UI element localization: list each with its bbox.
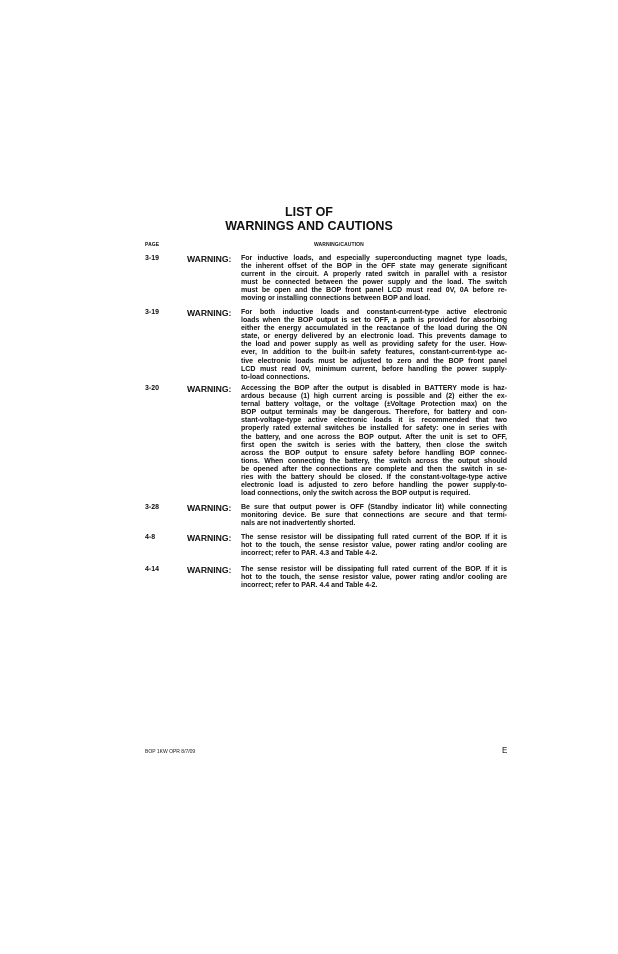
warning-text-line: the battery, and one across the BOP output. After the unit is set to OFF, bbox=[241, 433, 507, 441]
warning-text-line: stant-voltage-type active electronic loads it is recommended that two bbox=[241, 417, 507, 425]
warning-text-line: BOP output terminals may be dangerous. Therefore, for battery and con- bbox=[241, 409, 507, 417]
page-title bbox=[0, 205, 618, 233]
warning-text-line: load connections, only the switch across the BOP output is required. bbox=[241, 490, 471, 498]
warning-text-line: incorrect; refer to PAR. 4.4 and Table 4-2. bbox=[241, 582, 378, 590]
warning-text-line: hot to the touch, the sense resistor value, power rating and/or cooling are bbox=[241, 574, 507, 582]
warning-text-line: LCD must read 0V, minimum current, before handling the power supply- bbox=[241, 365, 507, 373]
warning-text-line: ardous because (1) high current arcing is possible and (2) either the ex- bbox=[241, 393, 507, 401]
column-header-warning-caution: WARNING/CAUTION bbox=[314, 242, 364, 248]
warning-text-line: either the energy accumulated in the reactance of the load during the ON bbox=[241, 325, 507, 333]
warning-text-line: ever, In addition to the built-in safety features, constant-current-type ac- bbox=[241, 349, 507, 357]
warning-text-line: properly rated external switches be installed for safety: one in series with bbox=[241, 425, 507, 433]
warning-text-line: Be sure that output power is OFF (Standby indicator lit) while connecting bbox=[241, 504, 507, 511]
warning-text-line: first open the switch is series with the battery, then close the switch bbox=[241, 441, 507, 449]
warning-text-line: For both inductive loads and constant-current-type active electronic bbox=[241, 309, 507, 316]
warning-text-line: nals are not inadvertently shorted. bbox=[241, 520, 356, 528]
warning-text-line: current in the circuit. A properly rated switch in parallel with a resistor bbox=[241, 271, 507, 279]
warning-text-line: ries with the battery should be closed. If the constant-voltage-type active bbox=[241, 474, 507, 482]
warning-text-line: Accessing the BOP after the output is disabled in BATTERY mode is haz- bbox=[241, 385, 507, 392]
warning-text-line: must be connected between the power supply and the load. The switch bbox=[241, 279, 507, 287]
warning-page-number: 4-14 bbox=[145, 566, 160, 573]
warning-label: WARNING: bbox=[187, 308, 232, 318]
column-header-page: PAGE bbox=[145, 242, 160, 248]
warning-text-line: state, or energy delivered by an electronic load. This prevents damage to bbox=[241, 333, 507, 341]
warning-text-line: loads when the BOP output is set to OFF, a path is provided for absorbing bbox=[241, 317, 507, 325]
warning-text bbox=[241, 566, 507, 590]
warning-text bbox=[241, 385, 507, 498]
warning-text bbox=[241, 309, 507, 382]
warning-page-number: 4-8 bbox=[145, 534, 156, 541]
warning-label: WARNING: bbox=[187, 533, 232, 543]
warning-text-line: monitoring device. Be sure that connections are secure and that termi- bbox=[241, 512, 507, 520]
warning-text-line: electronic load is adjusted to zero before handling the power supply-to- bbox=[241, 482, 507, 490]
warning-text bbox=[241, 504, 507, 528]
warning-text-line: the inherent offset of the BOP in the OFF state may generate significant bbox=[241, 263, 507, 271]
warning-text-line: The sense resistor will be dissipating full rated current of the BOP. If it is bbox=[241, 534, 507, 541]
warning-text-line: across the BOP output to ensure safety before handling BOP connec- bbox=[241, 449, 507, 457]
warning-text bbox=[241, 534, 507, 558]
warning-text-line: must be open and the BOP front panel LCD must read 0V, 0A before re- bbox=[241, 287, 507, 295]
title-line-1: LIST OF bbox=[285, 205, 333, 219]
warning-text bbox=[241, 255, 507, 304]
warning-text-line: For inductive loads, and especially superconducting magnet type loads, bbox=[241, 255, 507, 262]
warning-label: WARNING: bbox=[187, 384, 232, 394]
title-line-2: WARNINGS AND CAUTIONS bbox=[225, 219, 393, 233]
warning-page-number: 3-20 bbox=[145, 385, 160, 392]
footer-page-letter: E bbox=[502, 746, 508, 755]
warning-text-line: tive electronic loads must be adjusted to zero and the BOP front panel bbox=[241, 357, 507, 365]
warning-text-line: moving or installing connections between BOP and load. bbox=[241, 295, 431, 303]
warning-text-line: ternal battery voltage, or the voltage (±Voltage Protection max) on the bbox=[241, 401, 507, 409]
warning-text-line: The sense resistor will be dissipating full rated current of the BOP. If it is bbox=[241, 566, 507, 573]
warning-text-line: hot to the touch, the sense resistor value, power rating and/or cooling are bbox=[241, 542, 507, 550]
warning-label: WARNING: bbox=[187, 503, 232, 513]
warning-text-line: the load and power supply as well as providing safety for the user. How- bbox=[241, 341, 507, 349]
warning-label: WARNING: bbox=[187, 254, 232, 264]
warning-page-number: 3-19 bbox=[145, 309, 160, 316]
warning-label: WARNING: bbox=[187, 565, 232, 575]
warning-text-line: to-load connections. bbox=[241, 373, 310, 381]
footer-document-id: BOP 1KW OPR 8/7/09 bbox=[145, 749, 196, 755]
warning-page-number: 3-19 bbox=[145, 255, 160, 262]
warning-text-line: be opened after the connections are complete and then the switch in se- bbox=[241, 465, 507, 473]
warning-page-number: 3-28 bbox=[145, 504, 160, 511]
warning-text-line: tions. When connecting the battery, the switch across the output should bbox=[241, 457, 507, 465]
warning-text-line: incorrect; refer to PAR. 4.3 and Table 4-2. bbox=[241, 550, 378, 558]
